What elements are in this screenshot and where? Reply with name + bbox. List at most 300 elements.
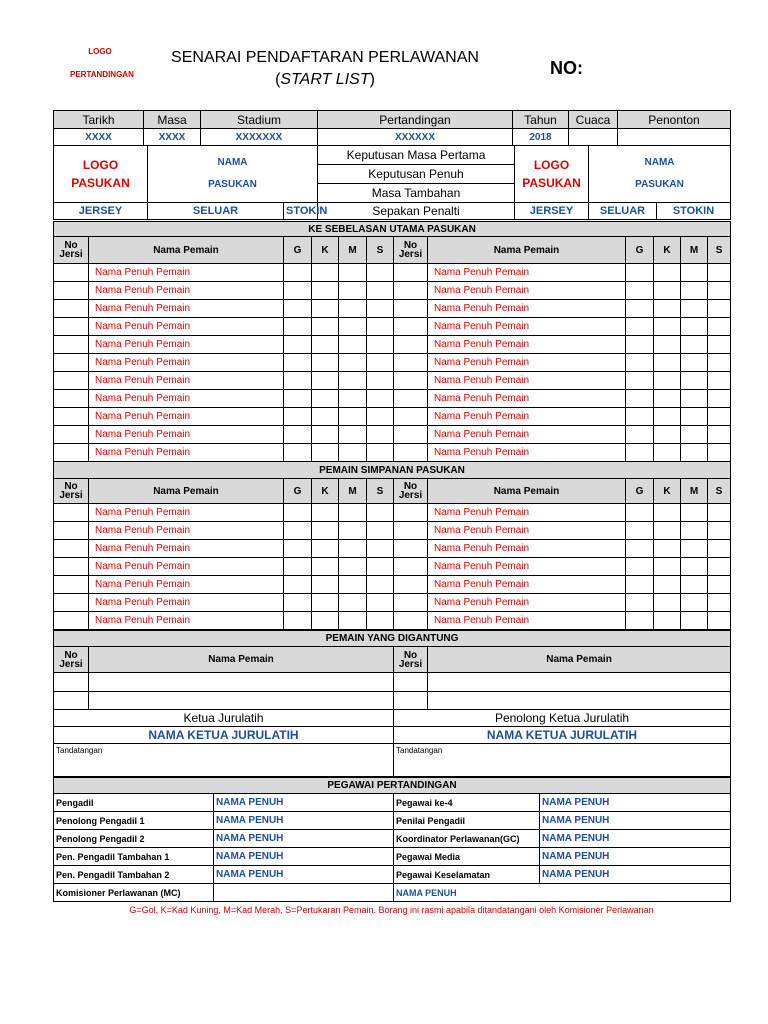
yellow-card-cell[interactable] xyxy=(312,354,339,372)
yellow-card-cell[interactable] xyxy=(312,444,339,462)
red-card-cell[interactable] xyxy=(339,540,367,558)
goals-cell[interactable] xyxy=(626,504,654,522)
yellow-card-cell[interactable] xyxy=(654,390,681,408)
goals-cell[interactable] xyxy=(626,576,654,594)
player-row xyxy=(54,354,731,372)
goals-cell[interactable] xyxy=(284,354,312,372)
goals-cell[interactable] xyxy=(626,318,654,336)
substitution-cell[interactable] xyxy=(367,504,394,522)
value-penonton[interactable] xyxy=(618,129,731,146)
player-name-cell[interactable]: Nama Penuh Pemain xyxy=(89,372,284,390)
player-name-cell[interactable]: Nama Penuh Pemain xyxy=(428,318,626,336)
player-name-cell[interactable]: Nama Penuh Pemain xyxy=(89,282,284,300)
jersey-number-cell[interactable] xyxy=(394,336,428,354)
yellow-card-cell[interactable] xyxy=(312,408,339,426)
substitution-cell[interactable] xyxy=(708,282,731,300)
team-b-name[interactable] xyxy=(589,146,731,203)
jersey-number-cell[interactable] xyxy=(394,408,428,426)
value-stadium[interactable]: XXXXXXX xyxy=(201,129,318,146)
yellow-card-cell[interactable] xyxy=(654,612,681,630)
red-card-cell[interactable] xyxy=(681,504,708,522)
substitution-cell[interactable] xyxy=(708,540,731,558)
player-name-cell[interactable]: Nama Penuh Pemain xyxy=(428,558,626,576)
head-coach-signature[interactable]: Tandatangan xyxy=(54,744,394,777)
officials-rows xyxy=(54,794,731,902)
official-name-left[interactable]: NAMA PENUH xyxy=(214,794,394,812)
col-no-jersi: No Jersi xyxy=(54,479,89,504)
red-card-cell[interactable] xyxy=(681,594,708,612)
team-b-socks[interactable]: STOKIN xyxy=(657,203,731,220)
red-card-cell[interactable] xyxy=(339,372,367,390)
official-name-right[interactable]: NAMA PENUH xyxy=(540,866,731,884)
substitution-cell[interactable] xyxy=(367,540,394,558)
substitution-cell[interactable] xyxy=(367,522,394,540)
substitution-cell[interactable] xyxy=(367,300,394,318)
red-card-cell[interactable] xyxy=(339,336,367,354)
form-number-label: NO: xyxy=(550,58,583,78)
player-name-cell[interactable]: Nama Penuh Pemain xyxy=(89,426,284,444)
substitution-cell[interactable] xyxy=(708,576,731,594)
player-row xyxy=(54,264,731,282)
value-masa[interactable]: XXXX xyxy=(144,129,201,146)
yellow-card-cell[interactable] xyxy=(654,444,681,462)
yellow-card-cell[interactable] xyxy=(654,408,681,426)
team-b-jersey[interactable]: JERSEY xyxy=(515,203,589,220)
team-a-name[interactable] xyxy=(148,146,318,203)
yellow-card-cell[interactable] xyxy=(312,390,339,408)
player-name-cell[interactable]: Nama Penuh Pemain xyxy=(89,522,284,540)
yellow-card-cell[interactable] xyxy=(312,594,339,612)
substitution-cell[interactable] xyxy=(367,594,394,612)
red-card-cell[interactable] xyxy=(339,264,367,282)
team-a-socks[interactable]: STOKIN xyxy=(284,203,318,220)
substitution-cell[interactable] xyxy=(367,372,394,390)
jersey-number-cell[interactable] xyxy=(394,426,428,444)
player-row xyxy=(54,336,731,354)
starting-xi-header xyxy=(54,237,731,264)
jersey-cell[interactable] xyxy=(394,673,428,692)
red-card-cell[interactable] xyxy=(339,612,367,630)
red-card-cell[interactable] xyxy=(339,504,367,522)
substitution-cell[interactable] xyxy=(708,390,731,408)
assistant-coach-signature[interactable]: Tandatangan xyxy=(394,744,731,777)
player-name-cell[interactable]: Nama Penuh Pemain xyxy=(89,594,284,612)
red-card-cell[interactable] xyxy=(681,282,708,300)
goals-cell[interactable] xyxy=(626,300,654,318)
player-name-cell[interactable]: Nama Penuh Pemain xyxy=(428,444,626,462)
substitution-cell[interactable] xyxy=(708,444,731,462)
jersey-number-cell[interactable] xyxy=(394,576,428,594)
goals-cell[interactable] xyxy=(284,558,312,576)
jersey-number-cell[interactable] xyxy=(394,558,428,576)
substitution-cell[interactable] xyxy=(708,612,731,630)
jersey-number-cell[interactable] xyxy=(394,522,428,540)
player-name-cell[interactable]: Nama Penuh Pemain xyxy=(428,408,626,426)
substitution-cell[interactable] xyxy=(708,558,731,576)
team-b-logo-line2: PASUKAN xyxy=(522,176,581,190)
red-card-cell[interactable] xyxy=(681,408,708,426)
substitution-cell[interactable] xyxy=(367,444,394,462)
player-name-cell[interactable]: Nama Penuh Pemain xyxy=(89,576,284,594)
red-card-cell[interactable] xyxy=(339,318,367,336)
yellow-card-cell[interactable] xyxy=(312,300,339,318)
player-name-cell[interactable]: Nama Penuh Pemain xyxy=(89,408,284,426)
goals-cell[interactable] xyxy=(284,264,312,282)
red-card-cell[interactable] xyxy=(339,300,367,318)
col-goals: G xyxy=(284,237,312,264)
goals-cell[interactable] xyxy=(284,318,312,336)
goals-cell[interactable] xyxy=(626,282,654,300)
goals-cell[interactable] xyxy=(284,408,312,426)
substitution-cell[interactable] xyxy=(708,264,731,282)
yellow-card-cell[interactable] xyxy=(654,540,681,558)
substitution-cell[interactable] xyxy=(708,372,731,390)
head-coach-name[interactable]: NAMA KETUA JURULATIH xyxy=(54,727,394,744)
yellow-card-cell[interactable] xyxy=(654,354,681,372)
substitution-cell[interactable] xyxy=(367,426,394,444)
col-player-name: Nama Pemain xyxy=(428,479,626,504)
official-name-left[interactable]: NAMA PENUH xyxy=(214,830,394,848)
substitution-cell[interactable] xyxy=(367,264,394,282)
goals-cell[interactable] xyxy=(626,522,654,540)
team-b-shorts[interactable]: SELUAR xyxy=(589,203,657,220)
assistant-coach-name[interactable]: NAMA KETUA JURULATIH xyxy=(394,727,731,744)
goals-cell[interactable] xyxy=(626,444,654,462)
jersey-number-cell[interactable] xyxy=(54,540,89,558)
jersey-number-cell[interactable] xyxy=(54,576,89,594)
red-card-cell[interactable] xyxy=(681,372,708,390)
col-goals: G xyxy=(626,237,654,264)
value-cuaca[interactable] xyxy=(569,129,618,146)
jersey-number-cell[interactable] xyxy=(54,336,89,354)
red-card-cell[interactable] xyxy=(339,594,367,612)
goals-cell[interactable] xyxy=(626,612,654,630)
player-row xyxy=(54,408,731,426)
substitution-cell[interactable] xyxy=(708,318,731,336)
official-row xyxy=(54,812,731,830)
substitution-cell[interactable] xyxy=(367,612,394,630)
jersey-number-cell[interactable] xyxy=(394,354,428,372)
official-name-right[interactable]: NAMA PENUH xyxy=(540,830,731,848)
player-row xyxy=(54,390,731,408)
goals-cell[interactable] xyxy=(284,300,312,318)
footer-legend: G=Gol, K=Kad Kuning, M=Kad Merah, S=Pertukaran Pemain. Borang ini rasmi apabila ditandatangani oleh Komisioner Perlawanan xyxy=(129,905,654,915)
player-name-cell[interactable]: Nama Penuh Pemain xyxy=(89,336,284,354)
jersey-number-cell[interactable] xyxy=(394,300,428,318)
goals-cell[interactable] xyxy=(284,372,312,390)
red-card-cell[interactable] xyxy=(339,444,367,462)
result-full-time: Keputusan Penuh xyxy=(318,165,515,184)
yellow-card-cell[interactable] xyxy=(312,522,339,540)
jersey-number-cell[interactable] xyxy=(54,504,89,522)
name-cell[interactable] xyxy=(89,692,394,710)
official-name-mc[interactable]: NAMA PENUH xyxy=(394,884,731,902)
red-card-cell[interactable] xyxy=(681,390,708,408)
player-name-cell[interactable]: Nama Penuh Pemain xyxy=(428,522,626,540)
official-name-left[interactable]: NAMA PENUH xyxy=(214,866,394,884)
jersey-number-cell[interactable] xyxy=(54,300,89,318)
jersey-number-cell[interactable] xyxy=(54,558,89,576)
jersey-number-cell[interactable] xyxy=(394,318,428,336)
jersey-number-cell[interactable] xyxy=(394,540,428,558)
official-name-right[interactable]: NAMA PENUH xyxy=(540,848,731,866)
yellow-card-cell[interactable] xyxy=(654,426,681,444)
jersey-number-cell[interactable] xyxy=(54,282,89,300)
value-tarikh[interactable]: XXXX xyxy=(54,129,144,146)
yellow-card-cell[interactable] xyxy=(312,282,339,300)
player-name-cell[interactable]: Nama Penuh Pemain xyxy=(428,594,626,612)
player-row xyxy=(54,444,731,462)
jersey-number-cell[interactable] xyxy=(394,264,428,282)
official-name-left[interactable]: NAMA PENUH xyxy=(214,812,394,830)
official-row xyxy=(54,830,731,848)
substitution-cell[interactable] xyxy=(367,318,394,336)
official-row xyxy=(54,848,731,866)
col-yellow: K xyxy=(312,237,339,264)
label-masa: Masa xyxy=(144,111,201,129)
col-yellow: K xyxy=(654,237,681,264)
substitution-cell[interactable] xyxy=(708,354,731,372)
jersey-cell[interactable] xyxy=(54,692,89,710)
goals-cell[interactable] xyxy=(626,390,654,408)
substitution-cell[interactable] xyxy=(367,576,394,594)
red-card-cell[interactable] xyxy=(339,522,367,540)
col-red: M xyxy=(339,479,367,504)
team-b-name-line1: NAMA xyxy=(644,157,675,168)
section-suspended: PEMAIN YANG DIGANTUNG xyxy=(54,631,731,647)
player-name-cell[interactable]: Nama Penuh Pemain xyxy=(428,372,626,390)
yellow-card-cell[interactable] xyxy=(654,318,681,336)
yellow-card-cell[interactable] xyxy=(654,282,681,300)
player-name-cell[interactable]: Nama Penuh Pemain xyxy=(89,558,284,576)
player-name-cell[interactable]: Nama Penuh Pemain xyxy=(428,504,626,522)
label-stadium: Stadium xyxy=(201,111,318,129)
red-card-cell[interactable] xyxy=(339,354,367,372)
jersey-number-cell[interactable] xyxy=(54,594,89,612)
goals-cell[interactable] xyxy=(284,540,312,558)
jersey-number-cell[interactable] xyxy=(54,444,89,462)
col-goals: G xyxy=(284,479,312,504)
player-name-cell[interactable]: Nama Penuh Pemain xyxy=(89,390,284,408)
red-card-cell[interactable] xyxy=(681,576,708,594)
substitution-cell[interactable] xyxy=(708,426,731,444)
red-card-cell[interactable] xyxy=(681,426,708,444)
player-row xyxy=(54,522,731,540)
player-name-cell[interactable]: Nama Penuh Pemain xyxy=(428,390,626,408)
player-name-cell[interactable]: Nama Penuh Pemain xyxy=(89,264,284,282)
value-tahun[interactable]: 2018 xyxy=(513,129,569,146)
red-card-cell[interactable] xyxy=(681,558,708,576)
player-name-cell[interactable]: Nama Penuh Pemain xyxy=(428,576,626,594)
player-name-cell[interactable]: Nama Penuh Pemain xyxy=(428,282,626,300)
name-cell[interactable] xyxy=(428,692,731,710)
player-name-cell[interactable]: Nama Penuh Pemain xyxy=(89,540,284,558)
team-a-name-line2: PASUKAN xyxy=(208,179,257,190)
jersey-number-cell[interactable] xyxy=(394,372,428,390)
col-no-jersi: No Jersi xyxy=(394,479,428,504)
name-cell[interactable] xyxy=(89,673,394,692)
jersey-number-cell[interactable] xyxy=(54,390,89,408)
substitution-cell[interactable] xyxy=(367,282,394,300)
player-name-cell[interactable]: Nama Penuh Pemain xyxy=(89,354,284,372)
red-card-cell[interactable] xyxy=(339,408,367,426)
red-card-cell[interactable] xyxy=(681,336,708,354)
yellow-card-cell[interactable] xyxy=(654,576,681,594)
player-name-cell[interactable]: Nama Penuh Pemain xyxy=(428,354,626,372)
red-card-cell[interactable] xyxy=(681,300,708,318)
goals-cell[interactable] xyxy=(284,504,312,522)
goals-cell[interactable] xyxy=(284,594,312,612)
substitution-cell[interactable] xyxy=(708,336,731,354)
player-name-cell[interactable]: Nama Penuh Pemain xyxy=(428,336,626,354)
goals-cell[interactable] xyxy=(626,594,654,612)
match-info-labels xyxy=(54,111,731,129)
substitution-cell[interactable] xyxy=(708,594,731,612)
substitution-cell[interactable] xyxy=(367,336,394,354)
jersey-number-cell[interactable] xyxy=(54,354,89,372)
player-name-cell[interactable]: Nama Penuh Pemain xyxy=(428,264,626,282)
red-card-cell[interactable] xyxy=(681,318,708,336)
player-name-cell[interactable]: Nama Penuh Pemain xyxy=(89,318,284,336)
jersey-number-cell[interactable] xyxy=(54,612,89,630)
yellow-card-cell[interactable] xyxy=(312,318,339,336)
red-card-cell[interactable] xyxy=(681,444,708,462)
jersey-number-cell[interactable] xyxy=(54,318,89,336)
col-player-name: Nama Pemain xyxy=(428,237,626,264)
goals-cell[interactable] xyxy=(626,558,654,576)
jersey-number-cell[interactable] xyxy=(54,408,89,426)
player-name-cell[interactable]: Nama Penuh Pemain xyxy=(89,612,284,630)
official-role-right: Pegawai Keselamatan xyxy=(394,866,540,884)
goals-cell[interactable] xyxy=(284,426,312,444)
team-a-jersey[interactable]: JERSEY xyxy=(54,203,148,220)
player-name-cell[interactable]: Nama Penuh Pemain xyxy=(428,426,626,444)
official-role-left: Pen. Pengadil Tambahan 1 xyxy=(54,848,214,866)
jersey-cell[interactable] xyxy=(394,692,428,710)
goals-cell[interactable] xyxy=(626,408,654,426)
goals-cell[interactable] xyxy=(626,540,654,558)
red-card-cell[interactable] xyxy=(681,612,708,630)
jersey-number-cell[interactable] xyxy=(394,594,428,612)
substitution-cell[interactable] xyxy=(708,408,731,426)
red-card-cell[interactable] xyxy=(339,282,367,300)
goals-cell[interactable] xyxy=(626,372,654,390)
red-card-cell[interactable] xyxy=(339,558,367,576)
goals-cell[interactable] xyxy=(284,612,312,630)
red-card-cell[interactable] xyxy=(681,264,708,282)
yellow-card-cell[interactable] xyxy=(312,426,339,444)
yellow-card-cell[interactable] xyxy=(312,612,339,630)
jersey-number-cell[interactable] xyxy=(54,372,89,390)
player-name-cell[interactable]: Nama Penuh Pemain xyxy=(89,444,284,462)
substitutes-table xyxy=(53,461,731,630)
goals-cell[interactable] xyxy=(284,282,312,300)
title-line-2 xyxy=(150,69,500,91)
yellow-card-cell[interactable] xyxy=(654,372,681,390)
jersey-number-cell[interactable] xyxy=(394,504,428,522)
substitution-cell[interactable] xyxy=(708,504,731,522)
col-red: M xyxy=(339,237,367,264)
goals-cell[interactable] xyxy=(626,426,654,444)
yellow-card-cell[interactable] xyxy=(654,504,681,522)
official-name-left[interactable] xyxy=(214,884,394,902)
yellow-card-cell[interactable] xyxy=(312,372,339,390)
goals-cell[interactable] xyxy=(626,354,654,372)
suspended-row xyxy=(54,692,731,710)
yellow-card-cell[interactable] xyxy=(654,558,681,576)
player-name-cell[interactable]: Nama Penuh Pemain xyxy=(89,504,284,522)
player-name-cell[interactable]: Nama Penuh Pemain xyxy=(428,300,626,318)
official-name-right[interactable]: NAMA PENUH xyxy=(540,794,731,812)
jersey-number-cell[interactable] xyxy=(394,390,428,408)
player-name-cell[interactable]: Nama Penuh Pemain xyxy=(428,612,626,630)
yellow-card-cell[interactable] xyxy=(312,540,339,558)
player-name-cell[interactable]: Nama Penuh Pemain xyxy=(428,540,626,558)
jersey-number-cell[interactable] xyxy=(394,282,428,300)
red-card-cell[interactable] xyxy=(339,390,367,408)
yellow-card-cell[interactable] xyxy=(312,558,339,576)
substitution-cell[interactable] xyxy=(708,300,731,318)
jersey-number-cell[interactable] xyxy=(54,426,89,444)
goals-cell[interactable] xyxy=(284,576,312,594)
player-name-cell[interactable]: Nama Penuh Pemain xyxy=(89,300,284,318)
yellow-card-cell[interactable] xyxy=(654,594,681,612)
yellow-card-cell[interactable] xyxy=(654,300,681,318)
value-pertandingan[interactable]: XXXXXX xyxy=(318,129,513,146)
suspended-table xyxy=(53,630,731,710)
substitution-cell[interactable] xyxy=(367,558,394,576)
goals-cell[interactable] xyxy=(284,444,312,462)
red-card-cell[interactable] xyxy=(339,426,367,444)
substitution-cell[interactable] xyxy=(708,522,731,540)
jersey-number-cell[interactable] xyxy=(394,444,428,462)
goals-cell[interactable] xyxy=(284,390,312,408)
col-yellow: K xyxy=(312,479,339,504)
yellow-card-cell[interactable] xyxy=(312,264,339,282)
official-row xyxy=(54,866,731,884)
yellow-card-cell[interactable] xyxy=(654,264,681,282)
red-card-cell[interactable] xyxy=(681,354,708,372)
yellow-card-cell[interactable] xyxy=(312,336,339,354)
yellow-card-cell[interactable] xyxy=(654,336,681,354)
red-card-cell[interactable] xyxy=(681,522,708,540)
official-name-right[interactable]: NAMA PENUH xyxy=(540,812,731,830)
yellow-card-cell[interactable] xyxy=(312,576,339,594)
name-cell[interactable] xyxy=(428,673,731,692)
result-extra-time: Masa Tambahan xyxy=(318,184,515,203)
goals-cell[interactable] xyxy=(284,522,312,540)
yellow-card-cell[interactable] xyxy=(654,522,681,540)
team-a-shorts[interactable]: SELUAR xyxy=(148,203,284,220)
official-role-left: Pengadil xyxy=(54,794,214,812)
official-name-left[interactable]: NAMA PENUH xyxy=(214,848,394,866)
substitution-cell[interactable] xyxy=(367,408,394,426)
jersey-number-cell[interactable] xyxy=(54,264,89,282)
jersey-cell[interactable] xyxy=(54,673,89,692)
jersey-number-cell[interactable] xyxy=(394,612,428,630)
goals-cell[interactable] xyxy=(626,336,654,354)
goals-cell[interactable] xyxy=(626,264,654,282)
red-card-cell[interactable] xyxy=(339,576,367,594)
jersey-number-cell[interactable] xyxy=(54,522,89,540)
red-card-cell[interactable] xyxy=(681,540,708,558)
substitution-cell[interactable] xyxy=(367,354,394,372)
yellow-card-cell[interactable] xyxy=(312,504,339,522)
competition-logo-label: LOGO xyxy=(88,47,112,56)
substitution-cell[interactable] xyxy=(367,390,394,408)
goals-cell[interactable] xyxy=(284,336,312,354)
suspended-row xyxy=(54,673,731,692)
